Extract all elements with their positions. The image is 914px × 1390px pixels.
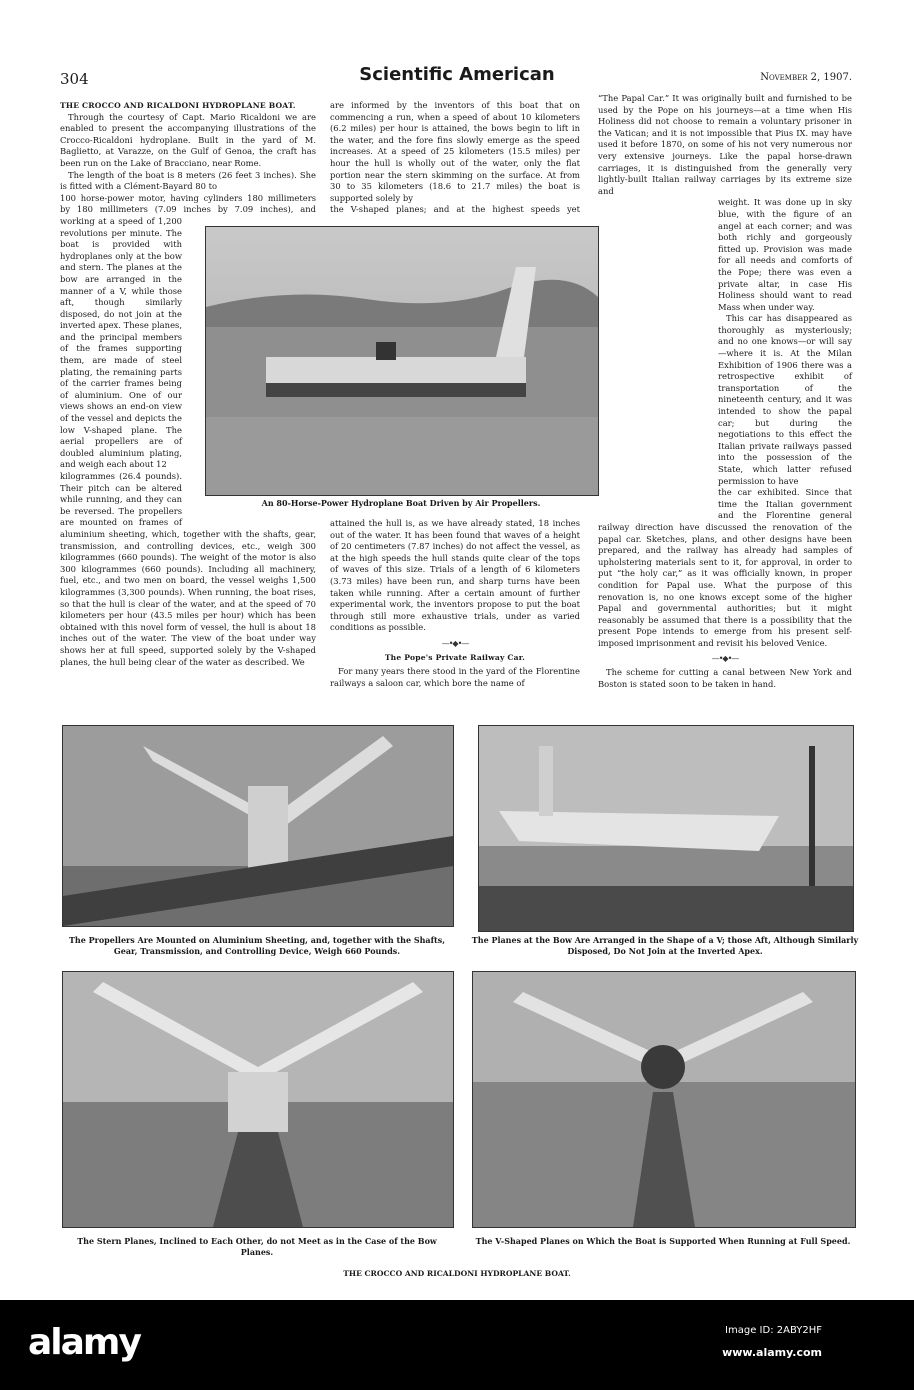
photo-reserve [598, 198, 718, 518]
photo-row-1 [0, 725, 914, 957]
figure-bow-planes [468, 725, 862, 957]
page-number: 304 [60, 70, 89, 88]
section-title: The Pope's Private Railway Car. [384, 652, 526, 662]
paragraph: the car exhibited. Since that time the Italian government and the Florentine general railway direction have discussed the renovation of the papal car. Sketches, plans, and other designs have been prepared, and the railway has already had samples of upholstering materials sent to it, for approval, in order to put “the holy car,” as it was officially known, in proper condition for Papal use. What the purpose of this renovation is, no one knows except some of the higher Papal and governmental authorities; but it might reasonably be assumed that there is a possibility that the present Pope intends to emerge from his present self-imposed imprisonment and revisit his beloved Venice. [598, 487, 852, 648]
issue-date: November 2, 1907. [760, 72, 852, 83]
caption-bow-planes: The Planes at the Bow Are Arranged in the Shape of a V; those Aft, Although Similarly Disposed, Do Not Join at the Inverted Apex. [471, 935, 859, 956]
photo-v-shaped-planes [472, 971, 856, 1228]
paragraph: This car has disappeared as thoroughly as mysteriously; and no one knows—or will say—where it is. At the Milan Exhibition of 1906 there was a retrospective exhibit of transportation of the nineteenth century, and it was intended to show the papal car; but during the negotiations to this effect the Italian private railways passed into the possession of the State, which latter refused permission to have [718, 313, 852, 486]
page-header [0, 0, 914, 93]
figure-v-shaped-planes [472, 971, 854, 1247]
paragraph: are informed by the inventors of this boat that on commencing a run, when a speed of about 10 kilometers (6.2 miles) per hour is attained, the bows begin to lift in the water, and the fore fins slowly emerge as the speed increases. At a speed of 25 kilometers (15.5 miles) per hour the hull is wholly out of the water, only the flat portion near the stern skimming on the surface. At from 30 to 35 kilometers (18.6 to 21.7 miles) the boat is supported solely by [330, 100, 580, 203]
paragraph: The length of the boat is 8 meters (26 feet 3 inches). She is fitted with a Clément-Bayard 80 to [60, 169, 316, 192]
caption-main-photo: An 80-Horse-Power Hydroplane Boat Driven by Air Propellers. [261, 498, 541, 508]
article-col3 [598, 93, 852, 690]
photo-row-2 [0, 971, 914, 1258]
paragraph: the V-shaped planes; and at the highest speeds yet attained the hull is, as we have already stated, 18 inches out of the water. It has been found that waves of a height of 20 centimeters (7.87 inches) do not affect the vessel, as at the high speeds the hull stands quite clear of the tops of waves of this size. Trials of a length of 6 kilometers (3.73 miles) have been run, and sharp turns have been taken while running. After a certain amount of further experimental work, the inventors propose to put the boat through still more exhaustive trials, under as varied conditions as possible. [330, 204, 580, 633]
magazine-title: Scientific American [359, 64, 555, 85]
ornament-divider: —•◆•— [711, 653, 739, 663]
text-section [0, 93, 914, 715]
caption-stern-planes: The Stern Planes, Inclined to Each Other, do not Meet as in the Case of the Bow Planes. [77, 1236, 437, 1257]
photo-hydroplane-under-way [205, 226, 599, 496]
alamy-logo: alamy [28, 1322, 140, 1363]
watermark-url: www.alamy.com [722, 1346, 822, 1359]
paragraph: “The Papal Car.” It was originally built and furnished to be used by the Pope on his journeys—at a time when His Holiness did not choose to remain a voluntary prisoner in the Vatican; and it is not impossible that Pius IX. may have used it before 1870, on some of his not very numerous nor very extensive journeys. Like the papal horse-drawn carriages, it is distinguished from the generally very lightly-built Italian railway carriages by its extreme size and [598, 93, 852, 196]
image-id: Image ID: 2ABY2HF [725, 1325, 822, 1336]
watermark-bar [0, 1300, 914, 1390]
paragraph: The scheme for cutting a canal between New York and Boston is stated soon to be taken in hand. [598, 667, 852, 689]
photo-stern-planes [62, 971, 454, 1228]
paragraph: 100 horse-power motor, having cylinders 180 millimeters by 180 millimeters (7.09 inches by 7.09 inches), and working at a speed of 1,200 revolutions per minute. The boat is provided with hydroplanes only at the bow and stern. The planes at the bow are arranged in the manner of a V, while those aft, though similarly disposed, do not join at the inverted apex. These planes, and the principal members of the frames supporting them, are made of steel plating, the remaining parts of the carrier frames being of aluminium. One of our views shows an end-on view of the vessel and depicts the low V-shaped plane. The aerial propellers are of doubled aluminium plating, and weigh each about 12 [60, 192, 316, 470]
article-title: THE CROCCO AND RICALDONI HYDROPLANE BOAT. [60, 101, 296, 110]
ornament-divider: —•◆•— [441, 638, 469, 648]
paragraph: For many years there stood in the yard of the Florentine railways a saloon car, which bore the name of [330, 666, 580, 688]
photo-propellers [62, 725, 454, 927]
paragraph: kilogrammes (26.4 pounds). Their pitch can be altered while running, and they can be reversed. The propellers are mounted on frames of aluminium sheeting, which, together with the shafts, gear, transmission, and controlling devices, etc., weigh 300 kilogrammes (660 pounds). The weight of the motor is also 300 kilogrammes (660 pounds). Including all machinery, fuel, etc., and two men on board, the vessel weighs 1,500 kilogrammes (3,300 pounds). When running, the boat rises, so that the hull is clear of the water, and at the speed of 70 kilometers per hour (43.5 miles per hour) which has been obtained with this novel form of vessel, the hull is about 18 inches out of the water. The view of the boat under way shows her at full speed, supported solely by the V-shaped planes, the hull being clear of the water as described. We [60, 471, 316, 667]
caption-propellers: The Propellers Are Mounted on Aluminium Sheeting, and, together with the Shafts, Gear, Transmission, and Controlling Device, Weigh 660 Pounds. [68, 935, 446, 956]
caption-v-shaped-planes: The V-Shaped Planes on Which the Boat is Supported When Running at Full Speed. [475, 1236, 851, 1246]
plate-title: THE CROCCO AND RICALDONI HYDROPLANE BOAT. [343, 1269, 571, 1278]
paragraph: weight. It was done up in sky blue, with the figure of an angel at each corner; and was both richly and gorgeously fitted up. Provision was made for all needs and comforts of the Pope; there was even a private altar, in case His Holiness should want to read Mass when under way. [718, 197, 852, 312]
figure-stern-planes [62, 971, 452, 1258]
figure-propellers [62, 725, 452, 957]
paragraph: Through the courtesy of Capt. Mario Ricaldoni we are enabled to present the accompanying illustrations of the Crocco-Ricaldoni hydroplane. Built in the yard of M. Baglietto, at Varazze, on the Gulf of Genoa, the craft has been run on the Lake of Bracciano, near Rome. [60, 111, 316, 168]
photo-bow-planes [478, 725, 854, 932]
